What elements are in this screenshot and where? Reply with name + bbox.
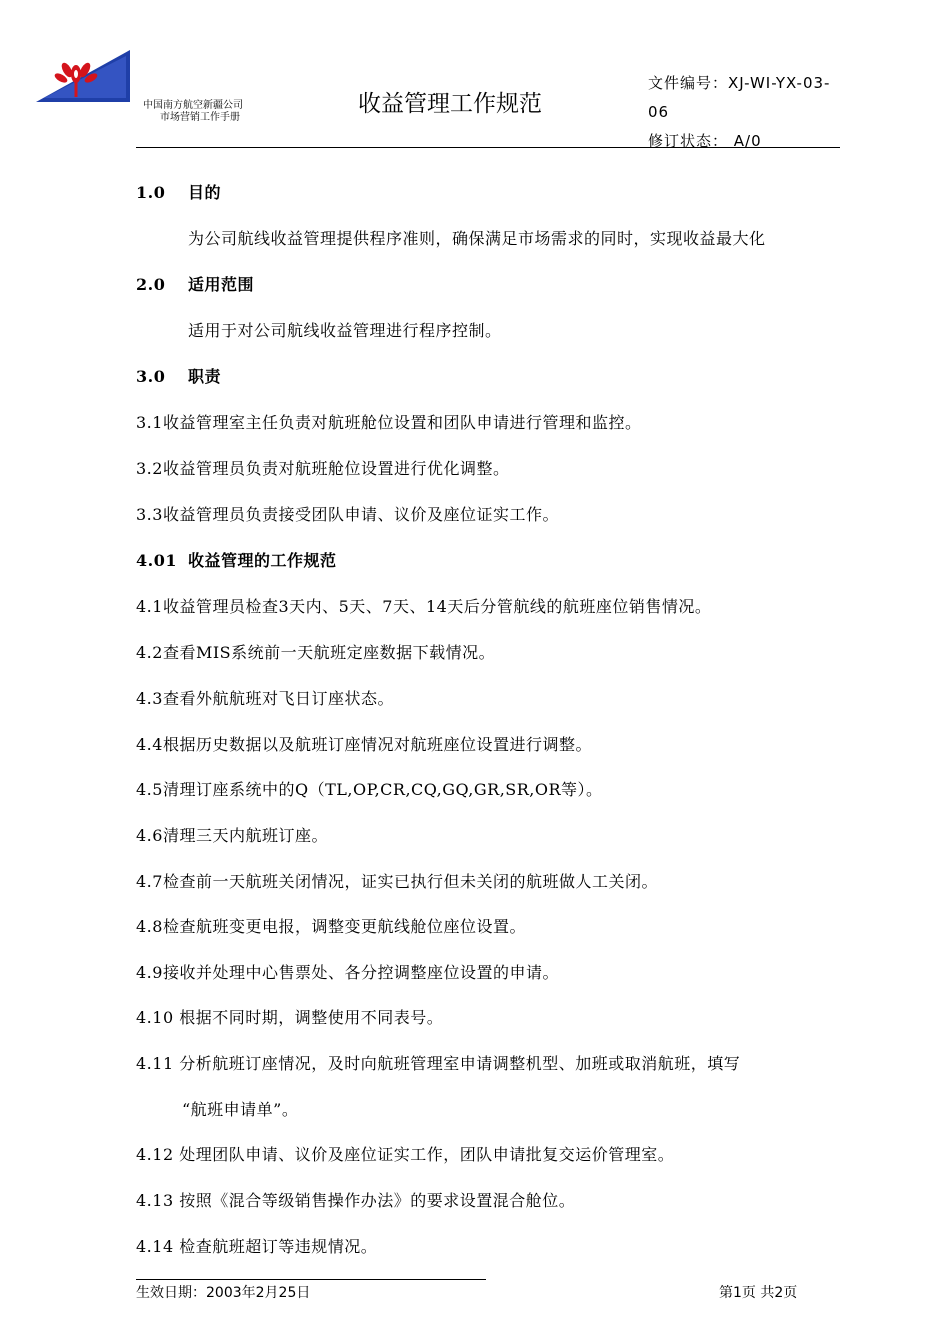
section-title: 目的 <box>188 183 222 202</box>
list-item: 4.7检查前一天航班关闭情况，证实已执行但未关闭的航班做人工关闭。 <box>136 872 658 891</box>
footer-divider <box>136 1279 486 1280</box>
document-number: 文件编号：XJ-WI-YX-03- <box>648 74 831 92</box>
section-title: 收益管理的工作规范 <box>188 551 337 570</box>
list-item: 4.1收益管理员检查3天内、5天、7天、14天后分管航线的航班座位销售情况。 <box>136 597 712 616</box>
document-number-block <box>648 69 848 150</box>
section-heading <box>136 364 221 387</box>
section-number: 3.0 <box>136 367 166 386</box>
section-number: 1.0 <box>136 183 166 202</box>
list-item: 4.14 检查航班超订等违规情况。 <box>136 1237 378 1256</box>
page-number: 第1页 共2页 <box>719 1285 798 1301</box>
list-item: 4.6清理三天内航班订座。 <box>136 826 328 845</box>
document-title: 收益管理工作规范 <box>358 91 542 117</box>
list-item-continuation: “航班申请单”。 <box>182 1100 299 1119</box>
effective-date: 生效日期：2003年2月25日 <box>136 1285 311 1301</box>
list-item: 4.8检查航班变更电报，调整变更航线舱位座位设置。 <box>136 917 526 936</box>
list-item: 4.10 根据不同时期，调整使用不同表号。 <box>136 1008 444 1027</box>
china-southern-logo-icon <box>34 48 132 104</box>
purpose-paragraph: 为公司航线收益管理提供程序准则，确保满足市场需求的同时，实现收益最大化 <box>188 229 766 248</box>
list-item: 4.5清理订座系统中的Q（TL,OP,CR,CQ,GQ,GR,SR,OR等）。 <box>136 780 603 799</box>
list-item: 3.1收益管理室主任负责对航班舱位设置和团队申请进行管理和监控。 <box>136 413 642 432</box>
section-heading <box>136 180 221 203</box>
section-title: 适用范围 <box>188 275 255 294</box>
list-item: 4.4根据历史数据以及航班订座情况对航班座位设置进行调整。 <box>136 735 592 754</box>
list-item: 4.13 按照《混合等级销售操作办法》的要求设置混合舱位。 <box>136 1191 576 1210</box>
list-item: 4.2查看MIS系统前一天航班定座数据下载情况。 <box>136 643 496 662</box>
section-number: 2.0 <box>136 275 166 294</box>
section-heading <box>136 272 254 295</box>
list-item: 4.11 分析航班订座情况，及时向航班管理室申请调整机型、加班或取消航班，填写 <box>136 1054 741 1073</box>
list-item: 3.3收益管理员负责接受团队申请、议价及座位证实工作。 <box>136 505 559 524</box>
list-item: 4.9接收并处理中心售票处、各分控调整座位设置的申请。 <box>136 963 559 982</box>
revision-status: 修订状态： A/0 <box>648 132 762 150</box>
scope-paragraph: 适用于对公司航线收益管理进行程序控制。 <box>188 321 502 340</box>
manual-name: 市场营销工作手册 <box>160 112 240 123</box>
document-number-suffix: 06 <box>648 103 670 121</box>
list-item: 4.3查看外航航班对飞日订座状态。 <box>136 689 394 708</box>
header-divider <box>136 147 840 148</box>
list-item: 3.2收益管理员负责对航班舱位设置进行优化调整。 <box>136 459 510 478</box>
list-item: 4.12 处理团队申请、议价及座位证实工作，团队申请批复交运价管理室。 <box>136 1145 675 1164</box>
section-heading <box>136 548 337 571</box>
company-name: 中国南方航空新疆公司 <box>143 100 243 111</box>
section-title: 职责 <box>188 367 222 386</box>
section-number: 4.01 <box>136 551 177 570</box>
